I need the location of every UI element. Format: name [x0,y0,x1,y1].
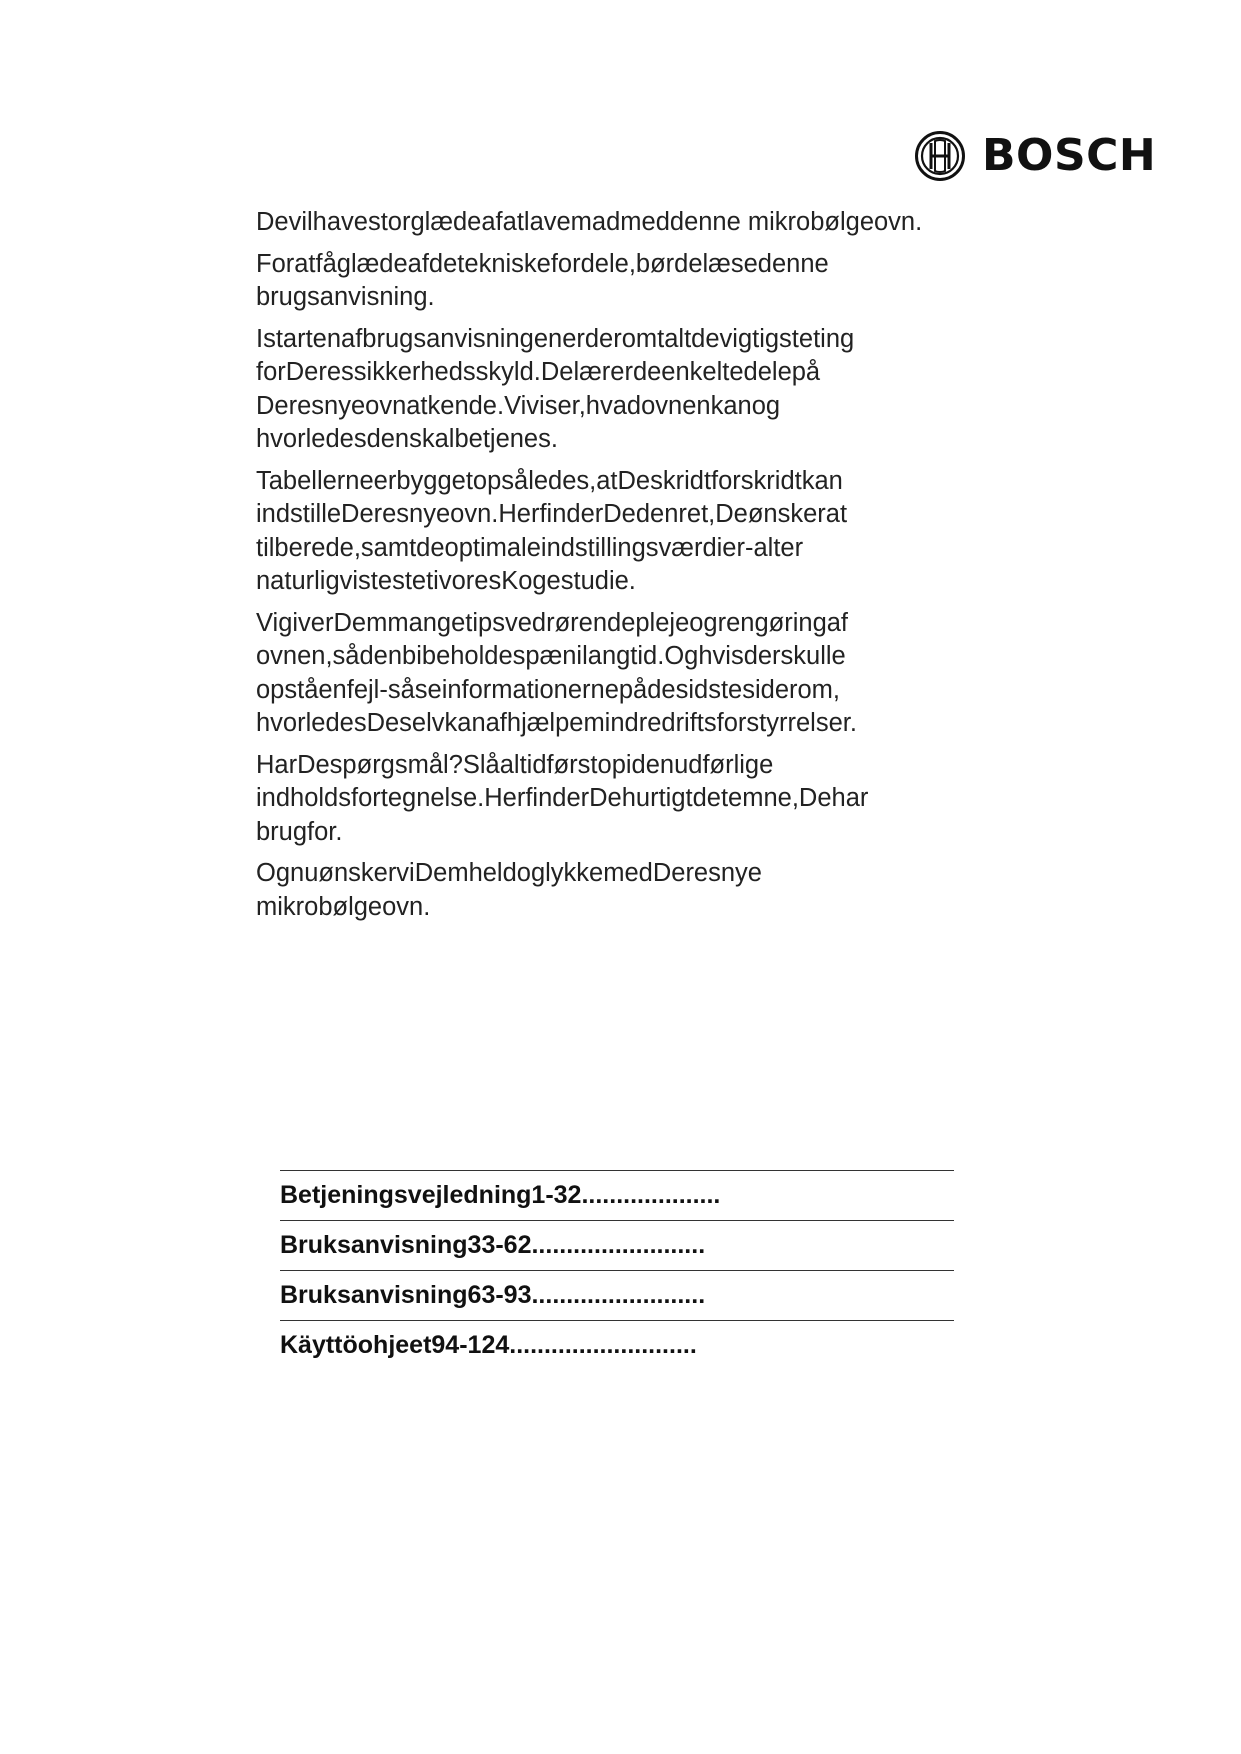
toc-entry[interactable]: Bruksanvisning33-62......................... [280,1221,954,1271]
toc-entry[interactable]: Käyttöohjeet94-124........................... [280,1331,697,1359]
intro-text [256,206,936,932]
intro-paragraph: Tabellerneerbyggetopsåledes,atDeskridtforskridtkan indstilleDeresnyeovn.HerfinderDedenret,Deønskerat tilberede,samtdeoptimaleindstillingsværdier-alter naturligvistestetivoresKogestudie. [256,466,848,595]
intro-paragraph: Foratfåglædeafdetekniskefordele,børdelæsedenne brugsanvisning. [256,249,829,311]
intro-paragraph: HarDespørgsmål?Slåaltidførstopidenudførlige indholdsfortegnelse.HerfinderDehurtigtdetemne,Dehar brugfor. [256,750,869,846]
toc-entry[interactable]: Betjeningsvejledning1-32.................... [280,1171,954,1221]
intro-paragraph: Devilhavestorglædeafatlavemadmeddenne mikrobølgeovn. [256,208,923,236]
brand-name: BOSCH [982,130,1157,181]
toc-entry[interactable]: Bruksanvisning63-93......................... [280,1271,954,1321]
bosch-logo [914,128,1156,184]
bosch-armature-icon [914,130,966,182]
intro-paragraph: VigiverDemmangetipsvedrørendeplejeogrengøringaf ovnen,sådenbibeholdespænilangtid.Oghvisderskulle opståenfejl-såseinformationernepådesidstesiderom, hvorledesDeselvkanafhjælpemindredriftsforstyrrelser. [256,608,857,737]
table-of-contents [280,1170,954,1370]
intro-paragraph: OgnuønskerviDemheldoglykkemedDeresnye mikrobølgeovn. [256,859,762,921]
intro-paragraph: Istartenafbrugsanvisningenerderomtaltdevigtigsteting forDeressikkerhedsskyld.Delærerdeenkeltedelepå Deresnyeovnatkende.Viviser,hvadovnenkanog hvorledesdenskalbetjenes. [256,324,855,453]
